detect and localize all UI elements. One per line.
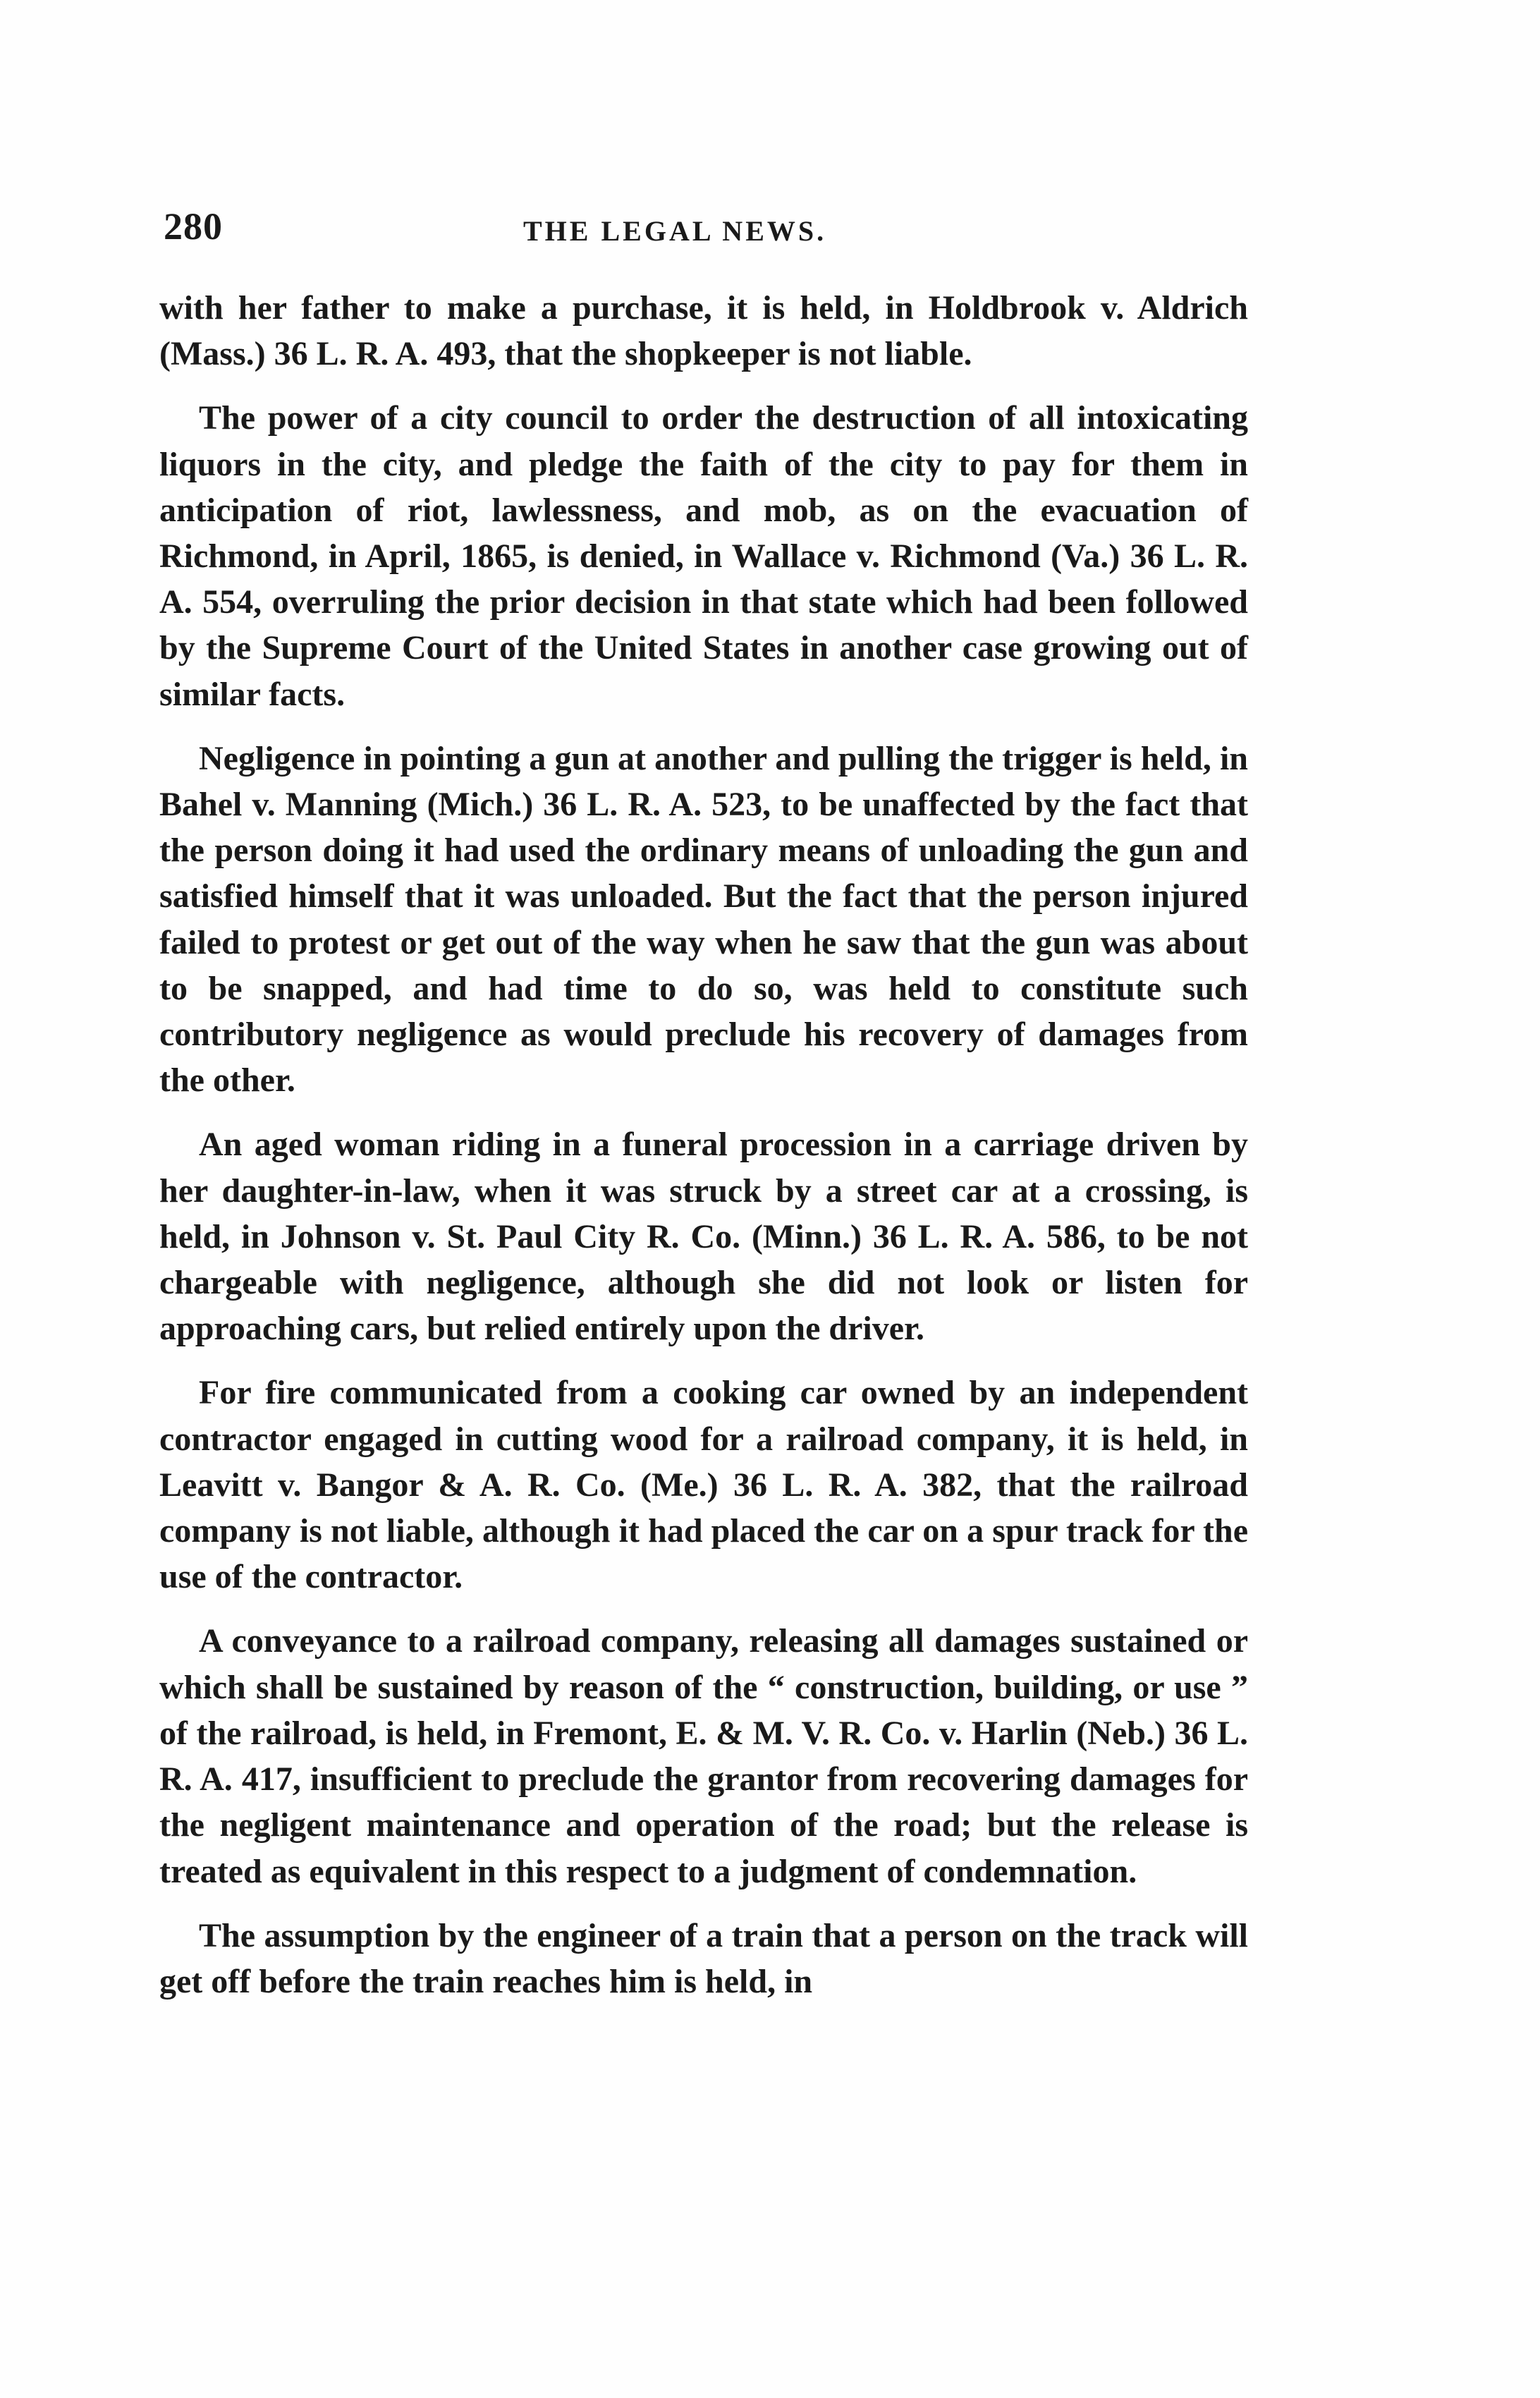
paragraph: with her father to make a purchase, it is held, in Holdbrook v. Aldrich (Mass.) 36 L. R. A. 493, that the shopkeeper is not liable. [159, 289, 1248, 373]
paragraph: A conveyance to a railroad company, releasing all damages sustained or which shall be sustained by reason of the “ construction, building, or use ” of the railroad, is held, in Fremont, E. & M. V. R. Co. v. Harlin (Neb.) 36 L. R. A. 417, insufficient to preclude the grantor from recovering damages for the negligent maintenance and operation of the road; but the release is treated as equivalent in this respect to a judgment of condemnation. [159, 1622, 1248, 1890]
page-header [164, 205, 1249, 261]
paragraph: An aged woman riding in a funeral procession in a carriage driven by her daughter-in-law, when it was struck by a street car at a crossing, is held, in Johnson v. St. Paul City R. Co. (Minn.) 36 L. R. A. 586, to be not chargeable with negligence, although she did not look or listen for approaching cars, but relied entirely upon the driver. [159, 1126, 1248, 1348]
paragraph: For fire communicated from a cooking car owned by an independent contractor engaged in cutting wood for a railroad company, it is held, in Leavitt v. Bangor & A. R. Co. (Me.) 36 L. R. A. 382, that the railroad company is not liable, although it had placed the car on a spur track for the use of the contractor. [159, 1374, 1248, 1596]
paragraph: The power of a city council to order the destruction of all intoxicating liquors in the city, and pledge the faith of the city to pay for them in anticipation of riot, lawlessness, and mob, as on the evacuation of Richmond, in April, 1865, is denied, in Wallace v. Richmond (Va.) 36 L. R. A. 554, overruling the prior decision in that state which had been followed by the Supreme Court of the United States in another case growing out of similar facts. [159, 399, 1248, 713]
running-head: THE LEGAL NEWS. [523, 215, 827, 247]
paragraph: The assumption by the engineer of a train that a person on the track will get off before the train reaches him is held, in [159, 1916, 1248, 2000]
paragraph: Negligence in pointing a gun at another and pulling the trigger is held, in Bahel v. Manning (Mich.) 36 L. R. A. 523, to be unaffected by the fact that the person doing it had used the ordinary means of unloading the gun and satisfied himself that it was unloaded. But the fact that the person injured failed to protest or get out of the way when he saw that the gun was about to be snapped, and had time to do so, was held to constitute such contributory negligence as would preclude his recovery of damages from the other. [159, 739, 1248, 1100]
page-number: 280 [164, 205, 223, 248]
article-body [159, 285, 1248, 2023]
